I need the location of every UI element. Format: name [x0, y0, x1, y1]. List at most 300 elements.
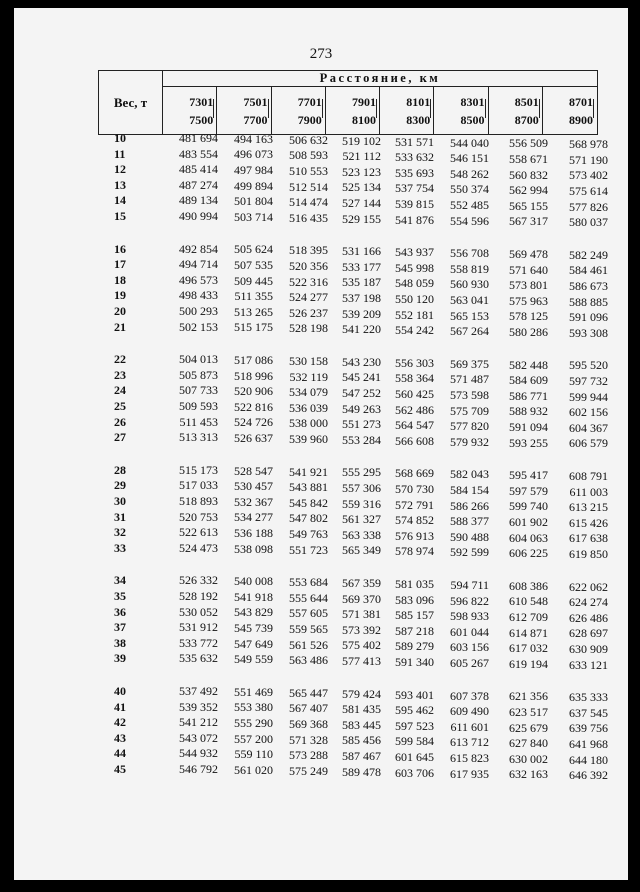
table-cell: 568 978: [569, 137, 608, 152]
table-row: [14, 352, 628, 373]
table-row: [14, 399, 628, 420]
row-weight: 28: [114, 462, 126, 477]
table-row: [14, 430, 628, 451]
table-cell: 532 119: [289, 369, 328, 384]
table-cell: 514 474: [289, 195, 328, 210]
column-range-to: 8100: [352, 113, 376, 127]
table-row: [14, 257, 628, 278]
table-cell: 533 177: [342, 259, 381, 274]
table-cell: 552 485: [450, 197, 489, 212]
table-cell: 592 599: [450, 545, 489, 560]
table-cell: 573 598: [450, 387, 489, 402]
table-cell: 553 684: [289, 575, 328, 590]
range-divider: [322, 99, 323, 118]
table-cell: 494 714: [179, 257, 218, 272]
table-row: [14, 573, 628, 594]
table-cell: 545 241: [342, 370, 381, 385]
table-cell: 543 230: [342, 354, 381, 369]
row-weight: 41: [114, 699, 126, 714]
table-cell: 571 328: [289, 732, 328, 747]
table-cell: 559 316: [342, 496, 381, 511]
table-cell: 533 632: [395, 150, 434, 165]
table-cell: 537 754: [395, 181, 434, 196]
table-cell: 575 402: [342, 638, 381, 653]
distance-column-8301-8500: [434, 87, 488, 134]
table-row: [14, 620, 628, 641]
table-cell: 568 669: [395, 466, 434, 481]
range-divider: [539, 99, 540, 118]
table-cell: 538 000: [289, 416, 328, 431]
table-cell: 548 262: [450, 166, 489, 181]
table-cell: 544 932: [179, 746, 218, 761]
table-row: [14, 193, 628, 214]
table-cell: 572 791: [395, 497, 434, 512]
table-cell: 509 593: [179, 399, 218, 413]
column-range-to: 7500: [189, 113, 214, 127]
row-weight: 18: [114, 272, 126, 287]
table-cell: 579 424: [342, 686, 381, 701]
table-cell: 538 098: [234, 541, 273, 556]
table-cell: 535 187: [342, 275, 381, 290]
table-cell: 563 338: [342, 527, 381, 542]
table-cell: 483 554: [179, 146, 218, 161]
table-cell: 641 968: [569, 737, 608, 752]
table-cell: 602 156: [569, 405, 608, 420]
table-cell: 554 242: [395, 323, 434, 338]
table-cell: 517 086: [234, 353, 273, 368]
row-weight: 21: [114, 319, 126, 334]
table-header: [98, 70, 598, 135]
table-cell: 485 414: [179, 162, 218, 177]
table-cell: 585 157: [395, 608, 434, 623]
table-cell: 546 792: [179, 762, 218, 776]
table-cell: 556 509: [509, 136, 548, 151]
table-cell: 635 333: [569, 690, 608, 705]
table-cell: 579 932: [450, 434, 489, 449]
table-cell: 536 188: [234, 526, 273, 541]
table-cell: 626 486: [569, 610, 608, 625]
row-weight: 32: [114, 525, 126, 540]
table-cell: 537 492: [179, 684, 218, 698]
table-cell: 628 697: [569, 626, 608, 641]
table-cell: 612 709: [509, 609, 548, 624]
table-cell: 516 435: [289, 210, 328, 225]
table-cell: 597 523: [395, 718, 434, 733]
table-row: [14, 462, 628, 484]
table-cell: 540 008: [234, 574, 273, 589]
table-cell: 575 963: [509, 293, 548, 308]
table-cell: 603 706: [395, 765, 434, 780]
table-cell: 503 714: [234, 209, 273, 224]
table-cell: 548 059: [395, 276, 434, 291]
column-range-to: 8500: [460, 113, 485, 127]
range-divider: [213, 99, 214, 118]
table-cell: 529 155: [342, 211, 381, 226]
distance-column-7301-7500: [163, 87, 217, 134]
table-cell: 550 374: [450, 182, 489, 197]
table-cell: 537 198: [342, 291, 381, 306]
table-cell: 590 488: [450, 529, 489, 544]
table-cell: 621 356: [509, 689, 548, 704]
table-cell: 594 711: [450, 577, 489, 592]
table-cell: 593 401: [395, 687, 434, 702]
table-row: [14, 288, 628, 309]
table-cell: 560 832: [509, 167, 548, 182]
table-cell: 577 413: [342, 654, 381, 669]
distance-column-7501-7700: [217, 87, 271, 134]
table-cell: 511 453: [179, 414, 218, 429]
table-cell: 528 192: [179, 589, 218, 603]
table-cell: 637 545: [569, 705, 608, 720]
row-weight: 19: [114, 288, 126, 303]
table-cell: 522 816: [234, 399, 273, 414]
column-range-to: 7700: [243, 113, 268, 127]
table-cell: 552 181: [395, 307, 434, 322]
table-cell: 521 112: [342, 149, 381, 164]
row-weight: 45: [114, 762, 126, 776]
table-cell: 546 151: [450, 151, 489, 166]
table-cell: 539 209: [342, 306, 381, 321]
table-cell: 508 593: [289, 148, 328, 163]
table-cell: 535 632: [179, 651, 218, 666]
range-divider: [593, 99, 594, 118]
column-range-to: 8300: [406, 113, 431, 127]
table-cell: 586 673: [569, 279, 608, 294]
table-row: [14, 414, 628, 435]
row-weight: 29: [114, 478, 126, 493]
table-cell: 526 237: [289, 305, 328, 320]
table-row: [14, 684, 628, 705]
row-weight: 25: [114, 399, 126, 413]
table-cell: 562 486: [395, 402, 434, 417]
table-cell: 578 974: [395, 544, 434, 559]
table-cell: 497 984: [234, 163, 273, 178]
table-row: [14, 367, 628, 389]
table-cell: 525 134: [342, 180, 381, 195]
row-weight: 17: [114, 257, 126, 272]
table-cell: 583 096: [395, 592, 434, 607]
table-cell: 499 894: [234, 178, 273, 193]
column-range-from: 7301: [189, 95, 214, 109]
table-cell: 490 994: [179, 209, 218, 223]
table-cell: 555 290: [234, 716, 273, 731]
table-cell: 524 473: [179, 540, 218, 555]
range-divider: [268, 99, 269, 118]
table-cell: 557 306: [342, 481, 381, 496]
table-cell: 504 013: [179, 352, 218, 367]
table-cell: 550 120: [395, 291, 434, 306]
table-cell: 563 486: [289, 653, 328, 668]
range-divider: [485, 99, 486, 118]
table-cell: 547 649: [234, 636, 273, 651]
weight-column-header: Вес, т: [99, 71, 163, 134]
table-cell: 575 614: [569, 184, 608, 199]
column-range-from: 8101: [406, 95, 431, 109]
table-cell: 530 158: [289, 353, 328, 368]
row-weight: 24: [114, 383, 126, 398]
table-cell: 593 308: [569, 325, 608, 340]
document-page: [14, 8, 628, 880]
table-cell: 575 249: [289, 763, 328, 778]
table-cell: 605 267: [450, 655, 489, 670]
table-cell: 532 367: [234, 494, 273, 509]
table-cell: 513 313: [179, 430, 218, 445]
table-row: [14, 715, 628, 736]
table-cell: 522 316: [289, 274, 328, 289]
table-cell: 520 906: [234, 384, 273, 399]
table-cell: 533 772: [179, 635, 218, 650]
table-cell: 608 386: [509, 578, 548, 593]
table-cell: 611 601: [450, 719, 489, 734]
table-cell: 506 632: [289, 132, 328, 147]
row-weight: 22: [114, 352, 126, 367]
table-cell: 570 730: [395, 481, 434, 496]
table-cell: 561 020: [234, 762, 273, 777]
table-cell: 558 364: [395, 371, 434, 386]
table-cell: 502 153: [179, 319, 218, 334]
table-cell: 571 190: [569, 152, 608, 167]
table-cell: 539 352: [179, 699, 218, 714]
table-row: [14, 762, 628, 783]
table-cell: 567 407: [289, 701, 328, 716]
table-cell: 580 286: [509, 324, 548, 339]
table-cell: 543 072: [179, 730, 218, 745]
table-cell: 561 327: [342, 512, 381, 527]
row-weight: 23: [114, 367, 126, 382]
table-cell: 615 823: [450, 750, 489, 765]
row-weight: 31: [114, 509, 126, 524]
table-cell: 587 218: [395, 623, 434, 638]
table-cell: 507 535: [234, 258, 273, 273]
table-cell: 610 548: [509, 594, 548, 609]
table-cell: 644 180: [569, 752, 608, 767]
table-cell: 541 876: [395, 212, 434, 227]
table-cell: 630 909: [569, 642, 608, 657]
row-weight: 44: [114, 746, 126, 761]
table-cell: 513 265: [234, 304, 273, 319]
row-weight: 43: [114, 730, 126, 745]
row-weight: 36: [114, 604, 126, 619]
table-cell: 599 944: [569, 389, 608, 404]
table-cell: 595 520: [569, 358, 608, 373]
table-cell: 619 850: [569, 547, 608, 562]
table-row: [14, 525, 628, 546]
column-range-to: 7900: [297, 113, 322, 127]
row-weight: 14: [114, 193, 126, 208]
table-cell: 569 368: [289, 716, 328, 731]
table-cell: 547 252: [342, 386, 381, 401]
table-cell: 553 284: [342, 432, 381, 447]
table-cell: 613 215: [569, 500, 608, 515]
row-weight: 15: [114, 209, 126, 223]
table-row: [14, 319, 628, 340]
table-cell: 597 732: [569, 374, 608, 389]
row-weight: 30: [114, 494, 126, 508]
table-cell: 496 073: [234, 147, 273, 162]
table-cell: 559 565: [289, 621, 328, 636]
table-cell: 562 994: [509, 183, 548, 198]
table-cell: 571 381: [342, 607, 381, 622]
table-cell: 505 624: [234, 242, 273, 257]
table-cell: 598 933: [450, 609, 489, 624]
table-cell: 522 613: [179, 525, 218, 540]
table-cell: 492 854: [179, 241, 218, 256]
table-cell: 500 293: [179, 304, 218, 318]
table-cell: 523 123: [342, 164, 381, 179]
table-cell: 573 402: [569, 168, 608, 183]
table-cell: 544 040: [450, 135, 489, 150]
table-cell: 541 220: [342, 322, 381, 337]
table-cell: 559 110: [234, 747, 273, 762]
table-cell: 543 881: [289, 480, 328, 495]
table-cell: 586 266: [450, 498, 489, 513]
table-cell: 531 166: [342, 244, 381, 259]
table-cell: 603 156: [450, 640, 489, 655]
column-range-to: 8900: [569, 113, 593, 127]
table-cell: 589 279: [395, 639, 434, 654]
table-row: [14, 478, 628, 499]
table-cell: 633 121: [569, 657, 608, 672]
table-cell: 543 829: [234, 605, 273, 620]
row-weight: 39: [114, 651, 126, 666]
table-cell: 528 198: [289, 321, 328, 336]
table-cell: 569 370: [342, 591, 381, 606]
table-row: [14, 494, 628, 515]
table-row: [14, 604, 628, 625]
table-cell: 617 032: [509, 641, 548, 656]
table-cell: 646 392: [569, 768, 608, 783]
row-weight: 20: [114, 304, 126, 318]
table-cell: 536 039: [289, 400, 328, 415]
table-cell: 597 579: [509, 483, 548, 498]
distance-column-7901-8100: [326, 87, 380, 134]
table-cell: 498 433: [179, 288, 218, 303]
table-cell: 520 753: [179, 509, 218, 524]
table-cell: 565 447: [289, 685, 328, 700]
row-weight: 27: [114, 430, 126, 445]
table-row: [14, 304, 628, 325]
table-cell: 576 913: [395, 528, 434, 543]
table-cell: 601 044: [450, 624, 489, 639]
table-cell: 530 052: [179, 604, 218, 619]
table-cell: 531 571: [395, 134, 434, 149]
table-cell: 549 763: [289, 526, 328, 541]
table-cell: 534 277: [234, 510, 273, 525]
table-cell: 524 726: [234, 415, 273, 430]
table-cell: 632 163: [509, 767, 548, 782]
table-row: [14, 509, 628, 530]
row-weight: 42: [114, 715, 126, 730]
table-cell: 519 102: [342, 133, 381, 148]
table-cell: 604 063: [509, 530, 548, 545]
table-cell: 584 461: [569, 263, 608, 278]
table-cell: 554 596: [450, 213, 489, 228]
row-weight: 34: [114, 573, 126, 588]
table-cell: 573 288: [289, 748, 328, 763]
table-cell: 520 356: [289, 258, 328, 273]
table-cell: 526 637: [234, 431, 273, 446]
table-cell: 527 144: [342, 196, 381, 211]
table-cell: 539 815: [395, 196, 434, 211]
table-cell: 551 723: [289, 542, 328, 557]
table-cell: 583 445: [342, 717, 381, 732]
row-weight: 16: [114, 241, 126, 256]
table-cell: 505 873: [179, 367, 218, 382]
table-cell: 515 175: [234, 320, 273, 335]
table-cell: 555 644: [289, 590, 328, 605]
table-cell: 489 134: [179, 193, 218, 208]
table-cell: 639 756: [569, 721, 608, 736]
distance-column-8101-8300: [380, 87, 434, 134]
table-cell: 560 425: [395, 386, 434, 401]
table-cell: 551 469: [234, 684, 273, 699]
table-row: [14, 162, 628, 183]
table-row: [14, 651, 628, 672]
table-cell: 569 478: [509, 246, 548, 261]
row-weight: 33: [114, 540, 126, 555]
table-cell: 581 035: [395, 576, 434, 591]
table-cell: 591 096: [569, 310, 608, 325]
table-cell: 614 871: [509, 625, 548, 640]
table-cell: 515 173: [179, 462, 218, 477]
table-cell: 565 349: [342, 543, 381, 558]
table-cell: 584 609: [509, 373, 548, 388]
distance-header: Расстояние, км: [163, 71, 597, 87]
table-cell: 543 937: [395, 245, 434, 260]
range-divider: [376, 99, 377, 118]
table-cell: 609 490: [450, 704, 489, 719]
table-cell: 615 426: [569, 515, 608, 530]
table-cell: 606 225: [509, 546, 548, 561]
table-cell: 617 935: [450, 766, 489, 781]
table-cell: 558 819: [450, 261, 489, 276]
table-cell: 518 893: [179, 494, 218, 508]
column-range-to: 8700: [514, 113, 539, 127]
table-cell: 567 317: [509, 214, 548, 229]
table-cell: 593 255: [509, 435, 548, 450]
table-cell: 557 605: [289, 606, 328, 621]
table-cell: 577 820: [450, 419, 489, 434]
table-cell: 507 733: [179, 383, 218, 398]
table-cell: 501 804: [234, 194, 273, 209]
table-cell: 555 295: [342, 465, 381, 480]
row-weight: 11: [114, 146, 126, 161]
table-cell: 518 395: [289, 243, 328, 258]
table-cell: 541 921: [289, 464, 328, 479]
table-cell: 539 960: [289, 431, 328, 446]
row-weight: 26: [114, 414, 126, 429]
table-cell: 563 041: [450, 292, 489, 307]
table-cell: 534 079: [289, 385, 328, 400]
row-weight: 40: [114, 684, 126, 698]
table-row: [14, 540, 628, 562]
table-cell: 481 694: [179, 131, 218, 145]
table-cell: 556 303: [395, 355, 434, 370]
row-weight: 12: [114, 162, 126, 177]
table-row: [14, 209, 628, 230]
table-cell: 530 457: [234, 479, 273, 494]
table-cell: 545 739: [234, 621, 273, 636]
table-cell: 589 478: [342, 764, 381, 779]
table-cell: 623 517: [509, 704, 548, 719]
column-range-from: 8501: [514, 95, 539, 109]
table-cell: 553 380: [234, 700, 273, 715]
table-cell: 613 712: [450, 735, 489, 750]
table-cell: 601 645: [395, 749, 434, 764]
column-range-from: 7501: [243, 95, 268, 109]
table-row: [14, 146, 628, 167]
table-cell: 578 125: [509, 309, 548, 324]
